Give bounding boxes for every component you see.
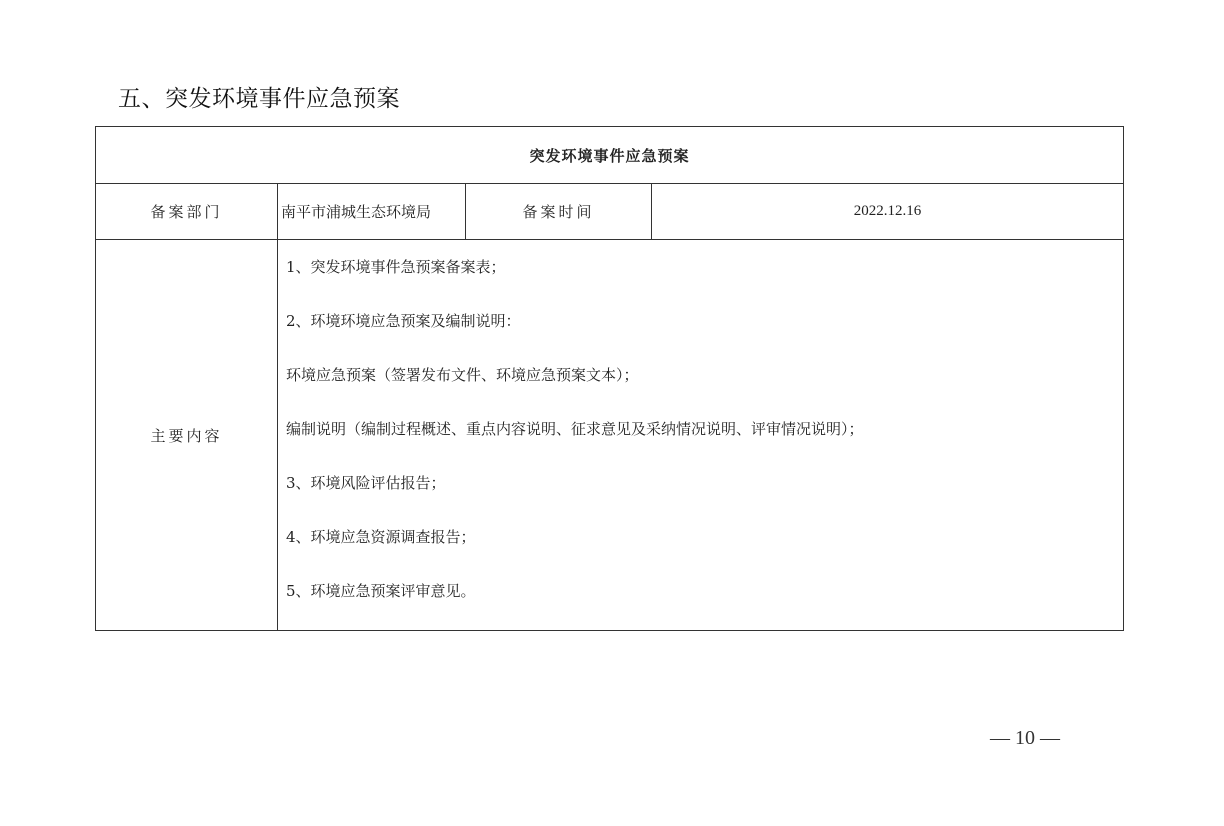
table-title-row [96,127,1124,184]
list-item: 1、突发环境事件急预案备案表； [286,258,506,276]
filing-time-value: 2022.12.16 [652,184,1124,240]
list-item: 编制说明（编制过程概述、重点内容说明、征求意见及采纳情况说明、评审情况说明）； [286,420,864,438]
filing-info-row [96,184,1124,240]
main-content-list [278,240,1123,628]
main-content-cell [278,240,1124,631]
page-number: — 10 — [990,727,1060,749]
list-item: 5、环境应急预案评审意见。 [286,582,476,600]
section-heading: 五、突发环境事件应急预案 [118,86,400,112]
filing-time-label: 备案时间 [466,184,652,240]
list-item: 3、环境风险评估报告； [286,474,446,492]
main-content-row [96,240,1124,631]
filing-department-value: 南平市浦城生态环境局 [278,184,466,240]
list-item: 环境应急预案（签署发布文件、环境应急预案文本）； [286,366,639,384]
emergency-plan-filing-table [95,126,1124,631]
list-item: 2、环境环境应急预案及编制说明： [286,312,521,330]
main-content-label: 主要内容 [96,240,278,631]
list-item: 4、环境应急资源调查报告； [286,528,476,546]
table-title: 突发环境事件应急预案 [96,127,1124,184]
filing-department-label: 备案部门 [96,184,278,240]
